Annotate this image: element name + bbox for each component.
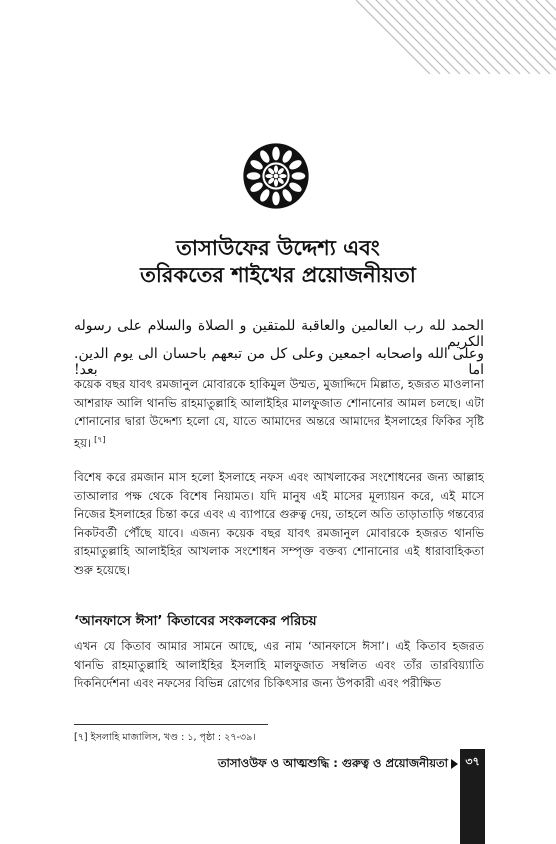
section-heading: ‘আনফাসে ঈসা’ কিতাবের সংকলকের পরিচয় (74, 613, 317, 629)
footnote-reference[interactable]: [৭] (94, 434, 106, 444)
footnote: [৭] ইসলাহি মাজালিস, খণ্ড : ১, পৃষ্ঠা : ২৭-৩৯। (74, 732, 256, 743)
page-number: ৩৭ (465, 755, 480, 768)
triangle-pointer-icon (451, 759, 458, 769)
page-number-tab (460, 749, 485, 844)
chapter-title-line-1: তাসাউফের উদ্দেশ্য এবং (176, 236, 380, 260)
paragraph-3: এখন যে কিতাব আমার সামনে আছে, এর নাম ‘আনফাসে ঈসা’। এই কিতাব হজরত থানভি রাহমাতুল্লাহি আলাইহির ইসলাহি মালফুজাত সম্বলিত এবং তাঁর তারবিয়্যাতি দিকনির্দেশনা এবং নফসের বিভিন্ন রোগের চিকিৎসার জন্য উপকারী এবং পরীক্ষিত (74, 639, 484, 691)
arabic-invocation-line-2: وعلى الله واصحابه اجمعين وعلى كل من تبعهم باحسان الى يوم الدين. اما بعد! (74, 346, 484, 378)
paragraph-2: বিশেষ করে রমজান মাস হলো ইসলাহে নফস এবং আখলাকের সংশোধনের জন্য আল্লাহ তাআলার পক্ষ থেকে বিশেষ নিয়ামত। যদি মানুষ এই মাসের মূল্যায়ন করে, এই মাসে নিজের ইসলাহের চিন্তা করে এবং এ ব্যাপারে গুরুত্ব দেয়, তাহলে অতি তাড়াতাড়ি গন্তব্যের নিকটবর্তী পৌঁছে যাবে। এজন্য কয়েক বছর যাবৎ রমজানুল মোবারকে হজরত থানভি রাহমাতুল্লাহি আলাইহির আখলাক সংশোধন সম্পৃক্ত বক্তব্য শোনানোর এই ধারাবাহিকতা শুরু হয়েছে। (74, 470, 484, 577)
paragraph-1 (74, 375, 484, 452)
arabic-invocation-line-1: الحمد لله رب العالمين والعاقبة للمتقين و الصلاة والسلام على رسوله الكريم (74, 318, 484, 350)
rosette-ornament-icon (242, 142, 310, 210)
running-head: তাসাওউফ ও আত্মশুদ্ধি : গুরুত্ব ও প্রয়োজনীয়তা (217, 756, 448, 770)
paragraph-1-text: কয়েক বছর যাবৎ রমজানুল মোবারকে হাকিমুল উম্মত, মুজাদ্দিদে মিল্লাত, হজরত মাওলানা আশরাফ আলি থানভি রাহমাতুল্লাহি আলাইহির মালফুজাত শোনানোর আমল চলছে। এটা শোনানোর দ্বারা উদ্দেশ্য হলো যে, যাতে আমাদের অন্তরে আমাদের ইসলাহের ফিকির সৃষ্টি হয়। (74, 377, 484, 450)
corner-hatch-decoration (356, 0, 556, 74)
chapter-title-line-2: তরিকতের শাইখের প্রয়োজনীয়তা (140, 263, 416, 287)
footnote-divider (74, 724, 268, 725)
